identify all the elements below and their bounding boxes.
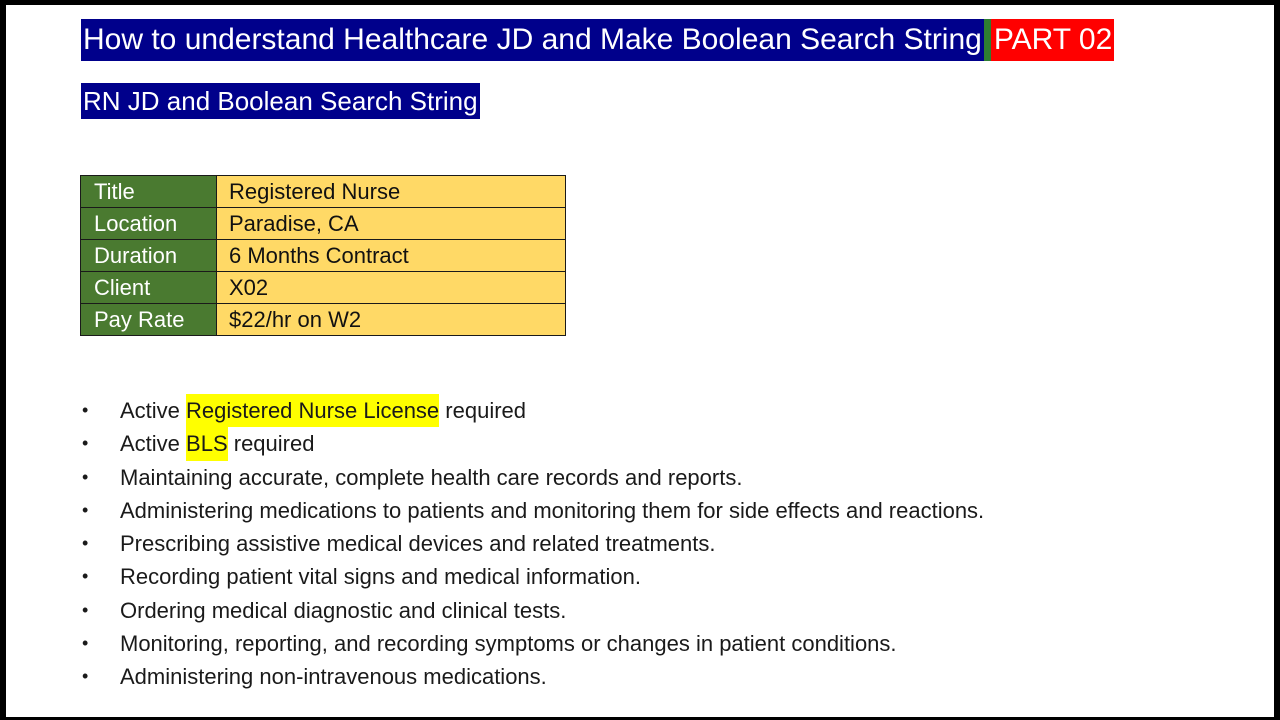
table-label-pay-rate: Pay Rate bbox=[81, 304, 217, 336]
table-value-client: X02 bbox=[217, 272, 566, 304]
requirement-text-after: required bbox=[439, 398, 527, 423]
bullet-icon: • bbox=[82, 533, 89, 554]
table-value-title: Registered Nurse bbox=[217, 176, 566, 208]
highlighted-text: BLS bbox=[186, 427, 228, 460]
bullet-icon: • bbox=[82, 666, 89, 687]
table-label-title: Title bbox=[81, 176, 217, 208]
requirement-text: Prescribing assistive medical devices and related treatments. bbox=[120, 531, 716, 557]
table-label-duration: Duration bbox=[81, 240, 217, 272]
requirement-text: Administering non-intravenous medications. bbox=[120, 664, 547, 690]
list-item bbox=[79, 660, 984, 693]
bullet-icon: • bbox=[82, 566, 89, 587]
list-item bbox=[79, 527, 984, 560]
table-value-duration: 6 Months Contract bbox=[217, 240, 566, 272]
requirement-text: Ordering medical diagnostic and clinical tests. bbox=[120, 597, 567, 623]
job-details-table bbox=[80, 175, 566, 336]
table-value-location: Paradise, CA bbox=[217, 208, 566, 240]
highlighted-text: Registered Nurse License bbox=[186, 394, 439, 427]
part-badge: PART 02 bbox=[991, 19, 1114, 61]
list-item bbox=[79, 427, 984, 460]
document-subtitle: RN JD and Boolean Search String bbox=[81, 83, 480, 119]
bullet-icon: • bbox=[82, 599, 89, 620]
table-row bbox=[81, 176, 566, 208]
requirement-text-before: Active bbox=[120, 431, 187, 457]
list-item bbox=[79, 461, 984, 494]
requirement-text-before: Active bbox=[120, 398, 187, 423]
bullet-icon: • bbox=[82, 400, 89, 420]
table-row bbox=[81, 208, 566, 240]
table-row bbox=[81, 304, 566, 336]
document-title: How to understand Healthcare JD and Make Boolean Search String bbox=[81, 19, 984, 61]
table-row bbox=[81, 240, 566, 272]
requirement-text: Recording patient vital signs and medical information. bbox=[120, 564, 641, 590]
document-title-line bbox=[81, 19, 1114, 61]
requirement-text: Maintaining accurate, complete health care records and reports. bbox=[120, 464, 743, 490]
list-item bbox=[79, 494, 984, 527]
requirement-text: Monitoring, reporting, and recording symptoms or changes in patient conditions. bbox=[120, 631, 897, 657]
bullet-icon: • bbox=[82, 466, 89, 487]
list-item bbox=[79, 627, 984, 660]
title-separator bbox=[984, 19, 991, 61]
list-item bbox=[79, 560, 984, 593]
list-item bbox=[79, 594, 984, 627]
requirement-text: Administering medications to patients and monitoring them for side effects and reactions. bbox=[120, 497, 985, 523]
bullet-icon: • bbox=[82, 433, 89, 454]
table-value-pay-rate: $22/hr on W2 bbox=[217, 304, 566, 336]
requirement-text-after: required bbox=[227, 431, 315, 457]
list-item bbox=[79, 394, 984, 427]
bullet-icon: • bbox=[82, 499, 89, 520]
document-page bbox=[6, 5, 1274, 717]
table-row bbox=[81, 272, 566, 304]
bullet-icon: • bbox=[82, 633, 89, 654]
table-label-location: Location bbox=[81, 208, 217, 240]
requirements-list bbox=[79, 394, 984, 694]
table-label-client: Client bbox=[81, 272, 217, 304]
